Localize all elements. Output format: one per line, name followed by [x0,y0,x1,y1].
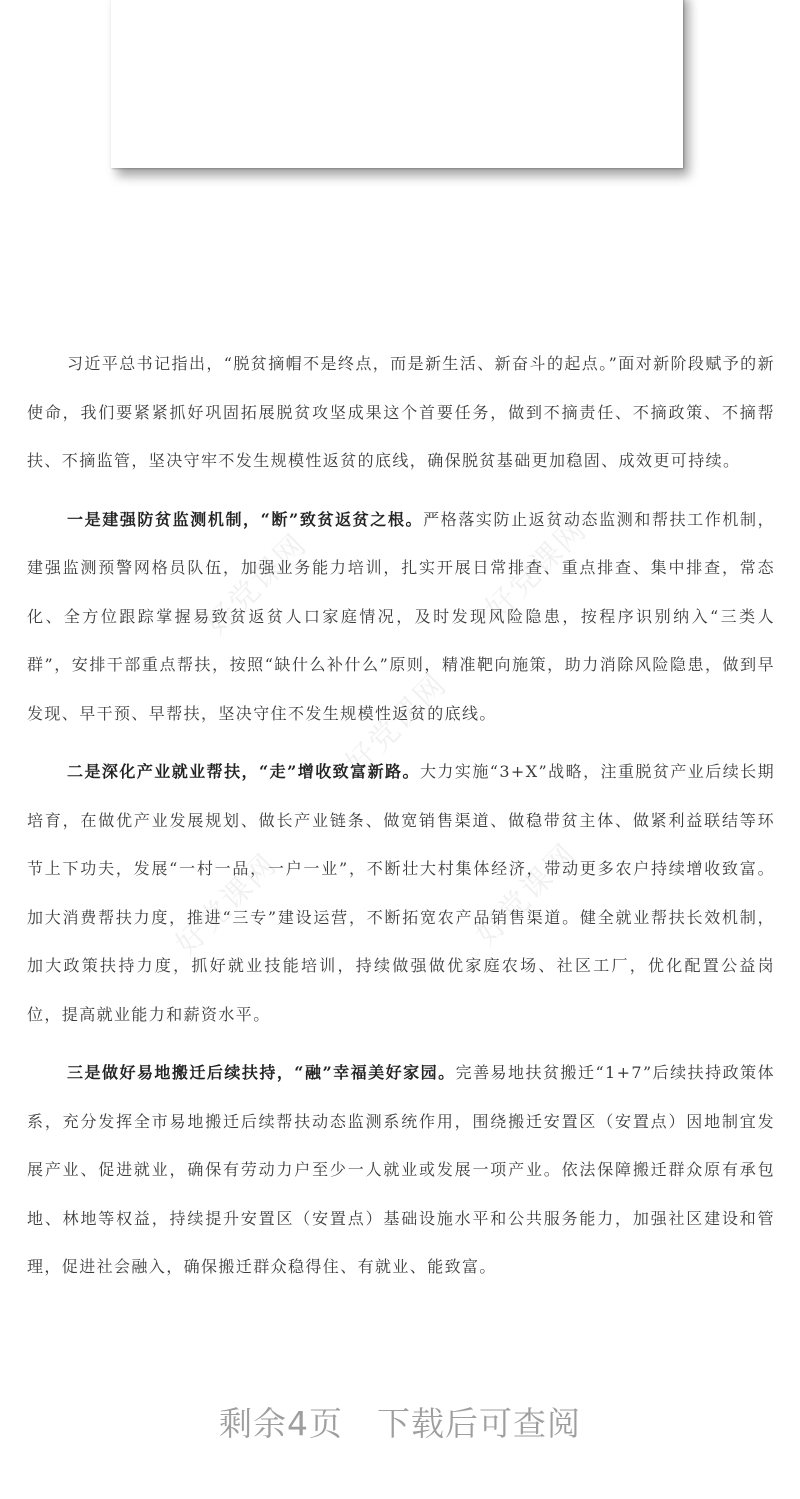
paragraph-relocation [27,1049,775,1292]
paragraph-industry-employment [27,748,775,1039]
page-preview-card [111,0,683,168]
paragraph-text: 完善易地扶贫搬迁“1+7”后续扶持政策体系，充分发挥全市易地搬迁后续帮扶动态监测系统作用，围绕搬迁安置区（安置点）因地制宜发展产业、促进就业，确保有劳动力户至少一人就业或发展一项产业。依法保障搬迁群众原有承包地、林地等权益，持续提升安置区（安置点）基础设施水平和公共服务能力，加强社区建设和管理，促进社会融入，确保搬迁群众稳得住、有就业、能致富。 [27,1063,775,1276]
paragraph-text: 习近平总书记指出，“脱贫摘帽不是终点，而是新生活、新奋斗的起点。”面对新阶段赋予的新使命，我们要紧紧抓好巩固拓展脱贫攻坚成果这个首要任务，做到不摘责任、不摘政策、不摘帮扶、不摘监管，坚决守牢不发生规模性返贫的底线，确保脱贫基础更加稳固、成效更可持续。 [27,354,775,470]
watermark: 好党课网 [168,846,285,963]
paragraph-monitoring [27,496,775,739]
paragraph-intro [27,340,775,486]
download-hint-label: 下载后可查阅 [377,1404,581,1443]
paragraph-lead: 三是做好易地搬迁后续扶持，“融”幸福美好家园。 [67,1063,456,1082]
paragraph-lead: 一是建强防贫监测机制，“断”致贫返贫之根。 [67,509,424,529]
paragraph-text: 大力实施“3+X”战略，注重脱贫产业后续长期培育，在做优产业发展规划、做长产业链条、做宽销售渠道、做稳带贫主体、做紧利益联结等环节上下功夫，发展“一村一品，一户一业”，不断壮大村集体经济，带动更多农户持续增收致富。加大消费帮扶力度，推进“三专”建设运营，不断拓宽农产品销售渠道。健全就业帮扶长效机制，加大政策扶持力度，抓好就业技能培训，持续做强做优家庭农场、社区工厂，优化配置公益岗位，提高就业能力和薪资水平。 [27,762,776,1024]
watermark: 好党课网 [478,511,595,628]
paragraph-text: 严格落实防止返贫动态监测和帮扶工作机制，建强监测预警网格员队伍，加强业务能力培训，扎实开展日常排查、重点排查、集中排查，常态化、全方位跟踪掌握易致贫返贫人口家庭情况，及时发现风险隐患，按程序识别纳入“三类人群”，安排干部重点帮扶，按照“缺什么补什么”原则，精准靶向施策，助力消除风险隐患，做到早发现、早干预、早帮扶，坚决守住不发生规模性返贫的底线。 [27,509,775,723]
remaining-pages-label: 剩余4页 [219,1404,343,1443]
watermark: 好党课网 [198,526,315,643]
paragraph-lead: 二是深化产业就业帮扶，“走”增收致富新路。 [67,762,420,781]
watermark: 好党课网 [468,836,585,953]
watermark: 好党课网 [338,666,455,783]
download-to-view-banner[interactable] [0,1398,800,1445]
document-body [27,340,775,1302]
